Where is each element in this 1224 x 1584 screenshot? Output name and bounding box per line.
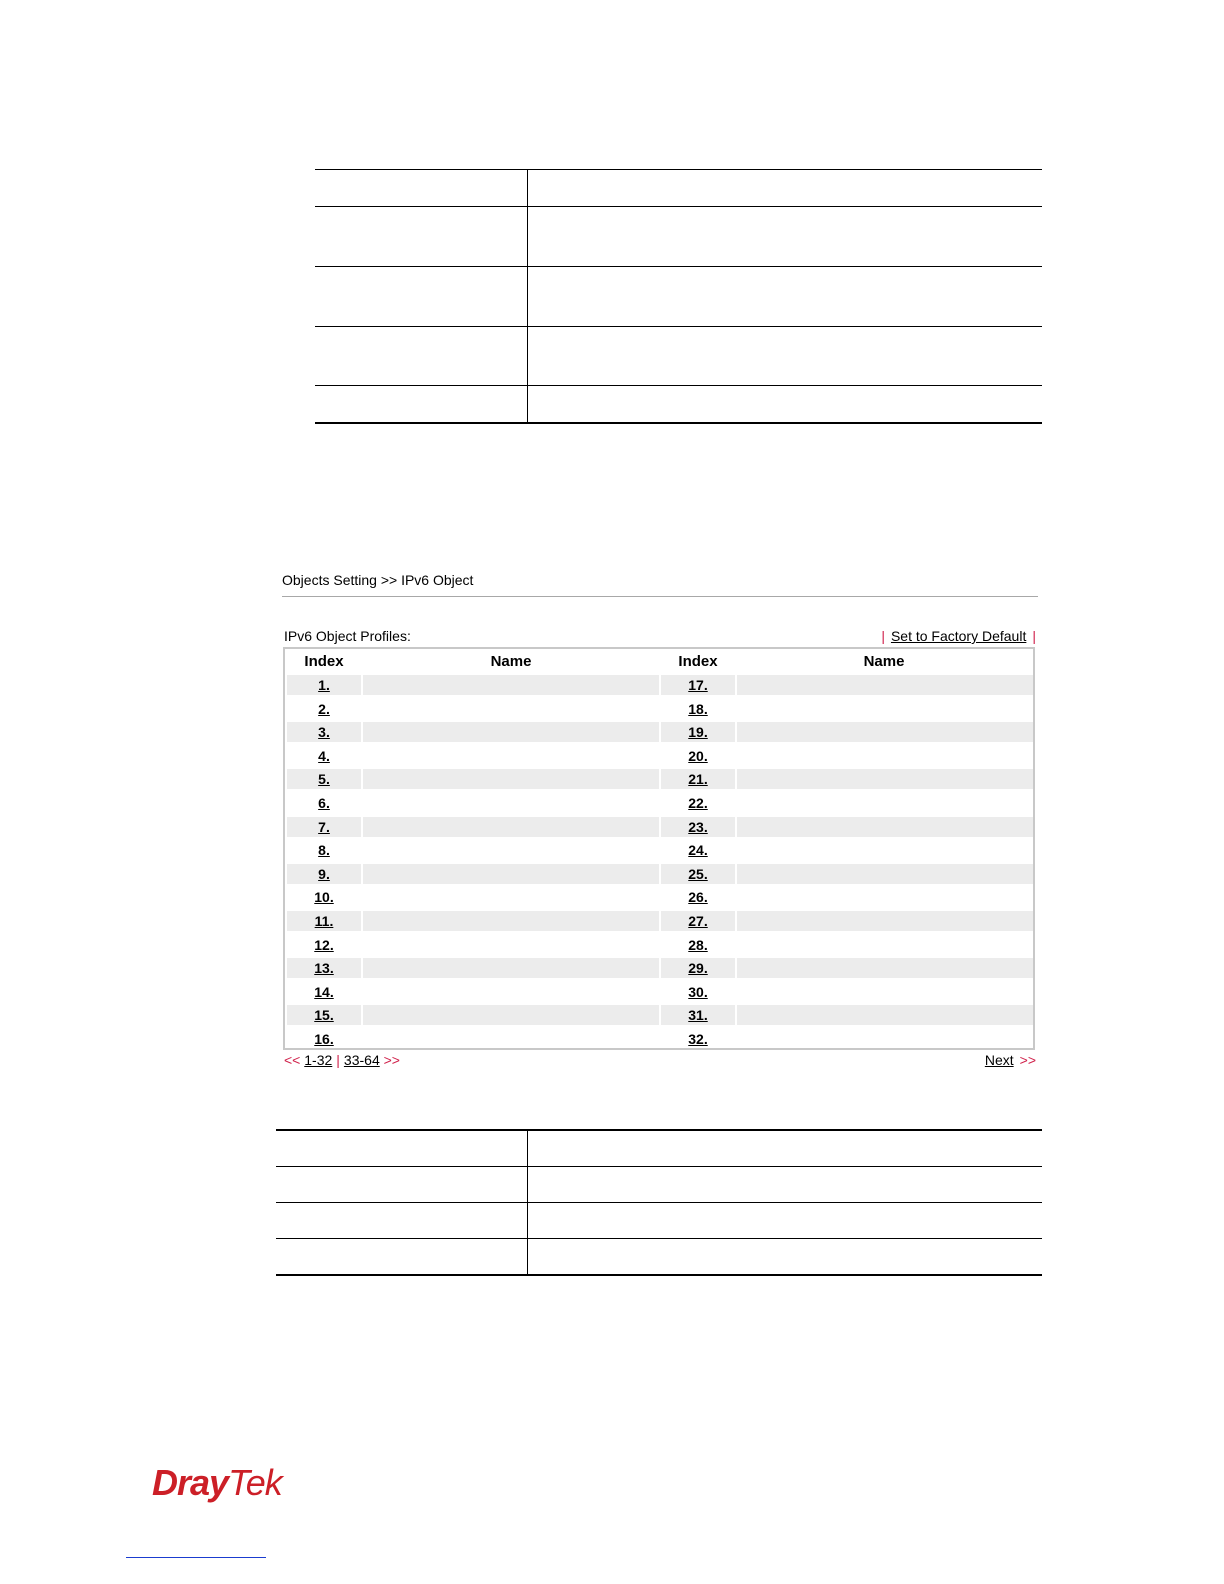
name-cell (363, 840, 659, 860)
index-cell (661, 746, 735, 766)
table-rule (315, 422, 1042, 424)
name-cell (363, 935, 659, 955)
name-cell (737, 982, 1033, 1002)
index-cell (287, 935, 361, 955)
name-cell (363, 817, 659, 837)
separator: | (881, 628, 885, 644)
next-arrows: >> (383, 1052, 400, 1068)
profiles-label: IPv6 Object Profiles: (284, 628, 411, 644)
table-row (287, 793, 1033, 813)
name-cell (363, 911, 659, 931)
index-cell (287, 1005, 361, 1025)
profile-index-link[interactable]: 20. (688, 747, 708, 764)
index-cell (287, 864, 361, 884)
name-cell (737, 958, 1033, 978)
next-page-link[interactable]: Next (984, 1052, 1014, 1068)
profile-index-link[interactable]: 15. (314, 1007, 334, 1024)
table-row (287, 982, 1033, 1002)
profile-index-link[interactable]: 9. (318, 865, 330, 882)
name-cell (363, 769, 659, 789)
name-cell (363, 982, 659, 1002)
table-row (287, 958, 1033, 978)
table-row (287, 675, 1033, 695)
profile-index-link[interactable]: 5. (318, 771, 330, 788)
index-cell (661, 699, 735, 719)
table-rule (276, 1274, 1042, 1276)
name-cell (737, 746, 1033, 766)
profile-index-link[interactable]: 17. (688, 677, 708, 693)
profile-index-link[interactable]: 27. (688, 913, 708, 929)
table-rule (276, 1238, 1042, 1239)
index-cell (661, 982, 735, 1002)
name-cell (363, 958, 659, 978)
name-cell (363, 1029, 659, 1049)
profile-index-link[interactable]: 10. (314, 889, 334, 906)
separator: | (336, 1052, 340, 1068)
profile-index-link[interactable]: 25. (688, 865, 708, 882)
index-cell (661, 793, 735, 813)
table-row (287, 817, 1033, 837)
logo-tek: Tek (228, 1462, 282, 1503)
column-header-name: Name (490, 653, 532, 670)
profile-index-link[interactable]: 3. (318, 724, 330, 741)
profile-index-link[interactable]: 13. (314, 960, 334, 977)
index-cell (661, 911, 735, 931)
profile-index-link[interactable]: 24. (688, 842, 708, 859)
profile-index-link[interactable]: 12. (314, 936, 334, 953)
name-cell (737, 675, 1033, 695)
index-cell (287, 722, 361, 742)
profile-index-link[interactable]: 2. (318, 700, 330, 717)
name-cell (363, 675, 659, 695)
name-cell (737, 911, 1033, 931)
table-row (287, 699, 1033, 719)
factory-default-group (881, 628, 1036, 644)
profile-index-link[interactable]: 19. (688, 724, 708, 741)
table-rule (315, 206, 1042, 207)
profile-index-link[interactable]: 14. (314, 983, 334, 1000)
index-cell (661, 887, 735, 907)
name-cell (737, 793, 1033, 813)
index-cell (661, 935, 735, 955)
name-cell (737, 935, 1033, 955)
profile-index-link[interactable]: 26. (688, 889, 708, 906)
name-cell (363, 793, 659, 813)
table-rule (276, 1129, 1042, 1131)
name-cell (363, 887, 659, 907)
breadcrumb: Objects Setting >> IPv6 Object (282, 572, 474, 588)
next-page-group (985, 1052, 1036, 1068)
table-column-divider (527, 1129, 528, 1276)
index-cell (661, 1029, 735, 1049)
profile-index-link[interactable]: 31. (688, 1007, 708, 1024)
table-row (287, 840, 1033, 860)
set-factory-default-link[interactable]: Set to Factory Default (890, 628, 1027, 644)
table-row (287, 911, 1033, 931)
table-row (287, 887, 1033, 907)
name-cell (737, 840, 1033, 860)
draytek-logo (152, 1462, 282, 1504)
index-cell (661, 864, 735, 884)
profiles-table (283, 647, 1035, 1050)
table-rule (315, 169, 1042, 170)
column-header-name: Name (863, 653, 905, 670)
index-cell (287, 840, 361, 860)
index-cell (287, 793, 361, 813)
index-cell (287, 1029, 361, 1049)
page-range-1-32-link[interactable]: 1-32 (304, 1052, 333, 1068)
profile-index-link[interactable]: 32. (688, 1031, 708, 1047)
name-cell (363, 699, 659, 719)
name-cell (737, 1029, 1033, 1049)
separator: | (1032, 628, 1036, 644)
profile-index-link[interactable]: 16. (314, 1031, 334, 1047)
name-cell (737, 864, 1033, 884)
index-cell (661, 769, 735, 789)
name-cell (737, 722, 1033, 742)
index-cell (287, 675, 361, 695)
profile-index-link[interactable]: 23. (688, 818, 708, 835)
index-cell (287, 887, 361, 907)
table-row (287, 722, 1033, 742)
table-rule (276, 1202, 1042, 1203)
pagination (284, 1052, 400, 1068)
profile-index-link[interactable]: 30. (688, 983, 708, 1000)
name-cell (737, 769, 1033, 789)
name-cell (737, 1005, 1033, 1025)
logo-dray: Dray (152, 1462, 229, 1503)
profile-index-link[interactable]: 8. (318, 842, 330, 859)
index-cell (287, 958, 361, 978)
profile-index-link[interactable]: 7. (318, 818, 330, 835)
profile-index-link[interactable]: 21. (688, 771, 708, 788)
index-cell (287, 699, 361, 719)
next-arrows: >> (1019, 1052, 1036, 1068)
index-cell (287, 911, 361, 931)
table-rule (315, 326, 1042, 327)
index-cell (287, 982, 361, 1002)
footer-underline (126, 1557, 266, 1558)
name-cell (363, 1005, 659, 1025)
page-range-33-64-link[interactable]: 33-64 (343, 1052, 380, 1068)
profile-index-link[interactable]: 1. (318, 677, 330, 693)
table-column-divider (527, 169, 528, 423)
profile-index-link[interactable]: 28. (688, 936, 708, 953)
table-rule (276, 1166, 1042, 1167)
profile-index-link[interactable]: 18. (688, 700, 708, 717)
table-row (287, 864, 1033, 884)
index-cell (287, 746, 361, 766)
profile-index-link[interactable]: 22. (688, 795, 708, 811)
index-cell (661, 958, 735, 978)
name-cell (363, 864, 659, 884)
header-divider (282, 596, 1038, 597)
name-cell (363, 722, 659, 742)
name-cell (737, 887, 1033, 907)
prev-arrows: << (284, 1052, 301, 1068)
name-cell (363, 746, 659, 766)
table-rule (315, 385, 1042, 386)
name-cell (737, 817, 1033, 837)
index-cell (661, 722, 735, 742)
table-row (287, 746, 1033, 766)
index-cell (287, 769, 361, 789)
column-header-index: Index (678, 653, 718, 670)
table-row (287, 935, 1033, 955)
index-cell (287, 817, 361, 837)
column-header-index: Index (304, 653, 344, 670)
index-cell (661, 675, 735, 695)
index-cell (661, 840, 735, 860)
profile-index-link[interactable]: 6. (318, 795, 330, 811)
profile-index-link[interactable]: 29. (688, 960, 708, 977)
index-cell (661, 1005, 735, 1025)
name-cell (737, 699, 1033, 719)
profile-index-link[interactable]: 11. (314, 913, 334, 929)
table-row (287, 769, 1033, 789)
table-rule (315, 266, 1042, 267)
table-row (287, 1029, 1033, 1049)
index-cell (661, 817, 735, 837)
profile-index-link[interactable]: 4. (318, 747, 330, 764)
table-row (287, 1005, 1033, 1025)
